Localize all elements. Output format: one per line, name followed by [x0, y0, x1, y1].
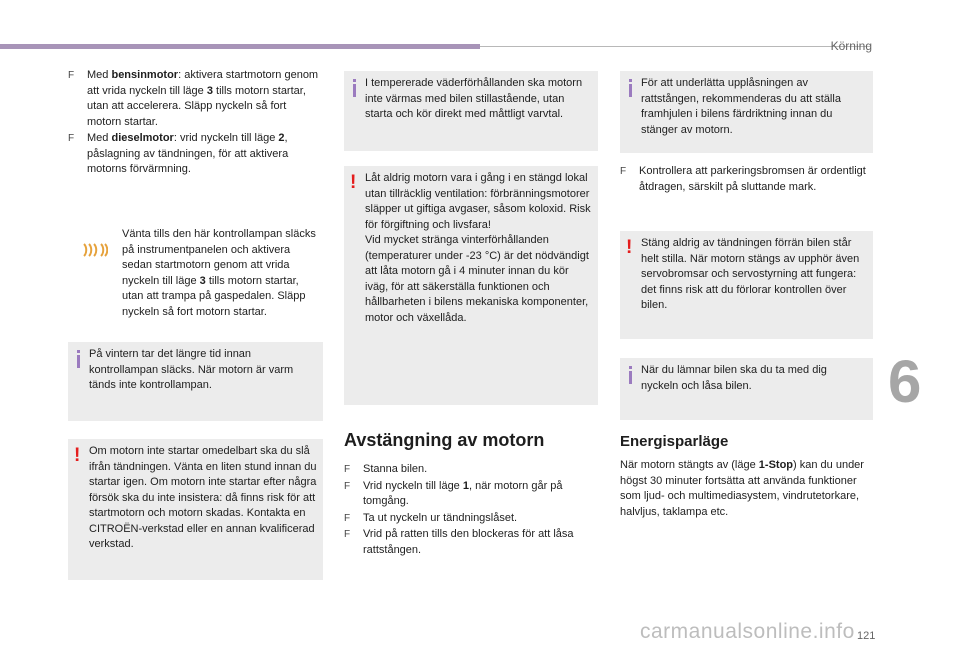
warning-icon: !: [626, 237, 633, 258]
info-box: I tempererade väderförhållanden ska motorn inte värmas med bilen stillastående, utan starta och kör direkt med måttligt varvtal.: [344, 71, 598, 151]
info-box: När du lämnar bilen ska du ta med dig nyckeln och låsa bilen.: [620, 358, 873, 420]
warning-box: ! Om motorn inte startar omedelbart ska du slå ifrån tändningen. Vänta en liten stund innan du startar igen. Om motorn inte startar efter några försök ska du inte insistera: då finns risk för att startmotorn och motorn skadas. Kontakta en CITROËN-verkstad eller en annan kvalificerad verkstad.: [68, 439, 323, 580]
preheating-lamp-text: Vänta tills den här kontrollampan släcks på instrumentpanelen och aktivera sedan startmotorn genom att vrida nyckeln till läge 3 tills motorn startar, utan att trampa på gaspedalen. Släpp nyckeln så fort motorn startar.: [122, 228, 316, 318]
bullet-mark: F: [344, 464, 351, 475]
info-icon: [626, 79, 636, 97]
bullet-mark: F: [344, 529, 351, 540]
start-instructions: [68, 68, 323, 179]
header-rule: [480, 46, 870, 47]
page-number: 121: [857, 630, 876, 642]
chapter-number: 6: [888, 348, 922, 415]
list-item: F Vrid nyckeln till läge 1, när motorn går på tomgång.: [344, 479, 598, 510]
heading-engine-stop: Avstängning av motorn: [344, 430, 545, 450]
info-box: På vintern tar det längre tid innan kontrollampan släcks. När motorn är varm tänds inte kontrollampan.: [68, 342, 323, 421]
info-icon: [350, 79, 360, 97]
list-item: F Stanna bilen.: [344, 462, 598, 478]
list-item: F Vrid på ratten tills den blockeras för att låsa rattstången.: [344, 527, 598, 558]
heading-energy-saving: Energisparläge: [620, 433, 729, 450]
warning-icon: !: [350, 172, 357, 193]
warning-icon: !: [74, 445, 81, 466]
list-item: F Ta ut nyckeln ur tändningslåset.: [344, 511, 598, 527]
warning-box: ! Låt aldrig motorn vara i gång i en stängd lokal utan tillräcklig ventilation: förbränningsmotorer släpper ut giftiga avgaser, såsom koloxid. Risk för förgiftning och livsfara! Vid mycket stränga vinterförhållanden (temperaturer under -23 °C) är det nödvändigt att låta motorn gå i 4 minuter innan du kör iväg, för att säkerställa funktionen och hållbarheten i bilens mekaniska komponenter, motor och växellåda.: [344, 166, 598, 405]
info-box: För att underlätta upplåsningen av rattstången, rekommenderas du att ställa framhjulen i bilens färdriktning innan du stänger av motorn.: [620, 71, 873, 153]
list-item: F Kontrollera att parkeringsbromsen är ordentligt åtdragen, särskilt på sluttande mark.: [620, 164, 873, 195]
bullet-mark: F: [68, 133, 75, 144]
bullet-mark: F: [344, 480, 351, 492]
info-icon: [626, 366, 636, 384]
bullet-mark: F: [344, 512, 351, 524]
bullet-mark: F: [68, 70, 75, 81]
energy-saving-text: När motorn stängts av (läge 1-Stop) kan du under högst 30 minuter fortsätta att använda funktioner som ljud- och multimediasystem, vindrutetorkare, halvljus, taklampa etc.: [620, 459, 864, 518]
list-item: F Med bensinmotor: aktivera startmotorn genom att vrida nyckeln till läge 3 tills motorn startar, utan att accelerera. Släpp nyckeln så fort motorn startar.: [68, 68, 323, 130]
list-item: F Med dieselmotor: vrid nyckeln till läge 2, påslagning av tändningen, för att aktivera motorns förvärmning.: [68, 131, 323, 178]
bullet-mark: F: [620, 166, 627, 177]
preheating-lamp-icon: [82, 241, 108, 259]
section-title: Körning: [830, 39, 872, 53]
watermark: carmanualsonline.info: [640, 620, 855, 643]
header-accent-bar: [0, 44, 480, 49]
stop-instructions: [344, 462, 598, 559]
warning-box: ! Stäng aldrig av tändningen förrän bilen står helt stilla. När motorn stängs av upphör även servobromsar och servostyrning att fungera: det finns risk att du förlorar kontrollen över bilen.: [620, 231, 873, 339]
info-icon: [74, 350, 84, 368]
parking-brake-instruction: [620, 164, 873, 196]
